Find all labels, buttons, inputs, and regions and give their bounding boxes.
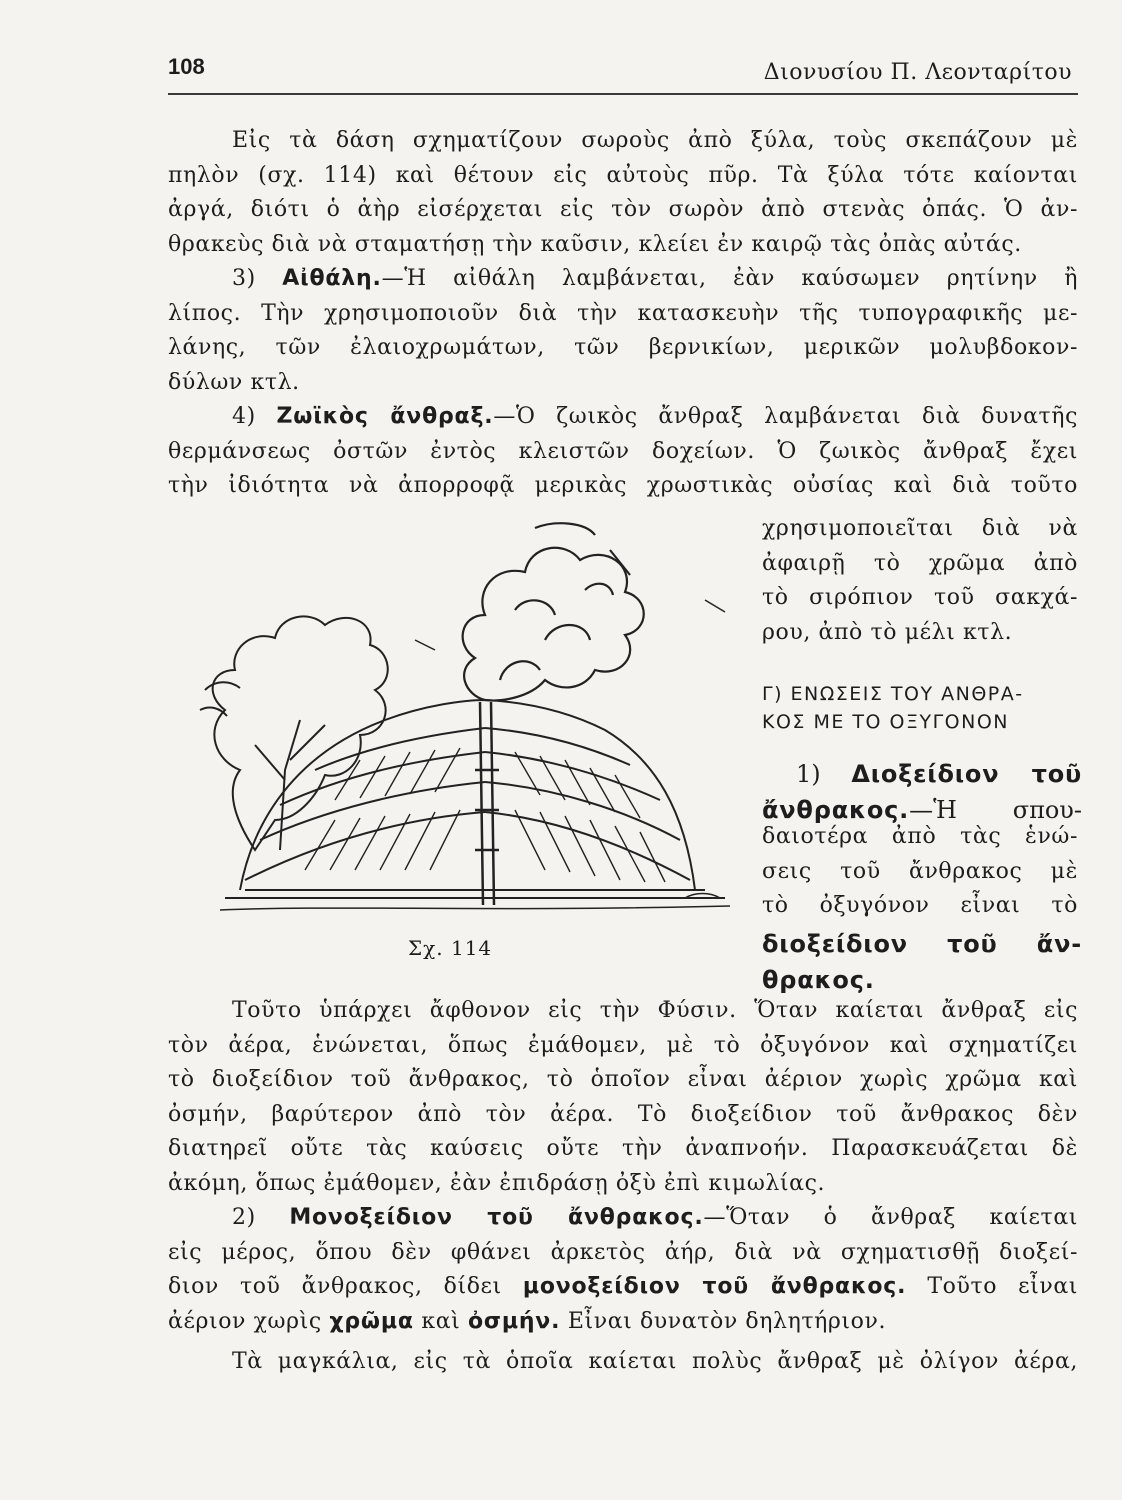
charcoal-kiln-figure	[185, 520, 745, 930]
figure-caption: Σχ. 114	[408, 936, 493, 960]
term-heading: Αἰθάλη.	[282, 266, 382, 291]
text-line: τὸ σιρόπιον τοῦ σακχά-	[762, 585, 1078, 610]
kiln-mound	[225, 700, 725, 898]
ground-lines	[220, 600, 730, 910]
paragraph-animal-charcoal	[168, 400, 1078, 504]
text-line: τὴν ἰδιότητα νὰ ἀπορροφᾷ μερικὰς χρωστικὰς οὐσίας καὶ διὰ τοῦτο	[168, 473, 1078, 498]
text-line	[168, 1270, 1078, 1305]
paragraph-carbon-monoxide	[168, 1201, 1078, 1339]
text-line: τὸν ἀέρα, ἑνώνεται, ὅπως ἐμάθομεν, μὲ τὸ ὀξυγόνον καὶ σχηματίζει	[168, 1032, 1078, 1058]
term-heading: Μονοξείδιον τοῦ ἄνθρακος.	[289, 1205, 704, 1230]
term-heading: ἄνθρακος.	[762, 796, 910, 824]
text-line: ἀκόμη, ὅπως ἐμάθομεν, ἐὰν ἐπιδράσῃ ὀξὺ ἐπὶ κιμωλίας.	[168, 1170, 826, 1196]
kiln-chimney	[475, 702, 499, 905]
paragraph-carbon-dioxide	[168, 994, 1078, 1201]
section-heading	[762, 680, 1082, 736]
text-line: διατηρεῖ οὔτε τὰς καύσεις οὔτε τὴν ἀναπνοήν. Παρασκευάζεται δὲ	[168, 1136, 1078, 1161]
text-line	[168, 262, 1078, 297]
text-line: τὸ ὀξυγόνον εἶναι τὸ	[762, 893, 1078, 918]
running-head: Διονυσίου Π. Λεονταρίτου	[763, 60, 1072, 85]
text-line: ἀφαιρῇ τὸ χρῶμα ἀπὸ	[762, 550, 1078, 576]
page-header	[168, 50, 1078, 94]
bold-term: μονοξείδιον τοῦ ἄνθρακος.	[522, 1274, 907, 1299]
bold-term: ὀσμήν.	[467, 1308, 561, 1334]
text-line: Τὰ μαγκάλια, εἰς τὰ ὁποῖα καίεται πολὺς ἄνθραξ μὲ ὀλίγον ἀέρα,	[232, 1349, 1078, 1374]
text-line	[168, 1305, 1078, 1340]
text-line	[762, 756, 1082, 792]
text-run: Τοῦτο εἶναι	[927, 1274, 1079, 1299]
text-line: πηλὸν (σχ. 114) καὶ θέτουν εἰς αὐτοὺς πῦρ. Τὰ ξύλα τότε καίονται	[168, 162, 1078, 188]
term-heading: Διοξείδιον τοῦ	[851, 760, 1082, 788]
text-line: ἀργά, διότι ὁ ἀὴρ εἰσέρχεται εἰς τὸν σωρὸν ἀπὸ στενὰς ὀπάς. Ὁ ἀν-	[168, 197, 1078, 222]
tree-drawing	[200, 616, 388, 850]
text-line: εἰς μέρος, ὅπου δὲν φθάνει ἀρκετὸς ἀήρ, διὰ νὰ σχηματισθῇ διοξεί-	[168, 1239, 1078, 1265]
term-heading: Ζωϊκὸς ἄνθραξ.	[276, 404, 494, 429]
text-line: χρησιμοποιεῖται διὰ νὰ	[762, 516, 1078, 541]
text-line: ὀσμήν, βαρύτερον ἀπὸ τὸν ἀέρα. Τὸ διοξείδιον τοῦ ἄνθρακος δὲν	[168, 1101, 1078, 1127]
text-line	[168, 400, 1078, 435]
heading-line: ΚΟΣ ΜΕ ΤΟ ΟΞΥΓΟΝΟΝ	[762, 711, 1009, 733]
text-run: Εἶναι δυνατὸν δηλητήριον.	[567, 1308, 887, 1334]
paragraph-braziers	[168, 1345, 1078, 1380]
paragraph-charcoal-making	[168, 124, 1078, 262]
item-number: 4)	[232, 404, 256, 429]
header-rule	[168, 93, 1078, 95]
text-line: ρου, ἀπὸ τὸ μέλι κτλ.	[762, 619, 1013, 645]
side-text	[762, 512, 1078, 650]
text-run: —Ὁ ζωικὸς ἄνθραξ λαμβάνεται διὰ δυνατῆς	[493, 404, 1078, 429]
text-line: διοξείδιον τοῦ ἄν-	[762, 930, 1082, 958]
item-number: 1)	[796, 760, 821, 788]
text-line	[168, 1201, 1078, 1236]
item-number: 2)	[232, 1205, 256, 1230]
text-run: —Ἡ αἰθάλη λαμβάνεται, ἐὰν καύσωμεν ρητίνην ἢ	[381, 266, 1078, 291]
item-number: 3)	[232, 266, 256, 291]
text-run: καὶ	[421, 1308, 461, 1334]
paragraph-soot	[168, 262, 1078, 400]
text-line: σεις τοῦ ἄνθρακος μὲ	[762, 858, 1078, 884]
smoke-cloud	[463, 523, 644, 700]
text-line: λίπος. Τὴν χρησιμοποιοῦν διὰ τὴν κατασκευὴν τῆς τυπογραφικῆς με-	[168, 300, 1078, 326]
side-text	[762, 820, 1078, 924]
heading-line: Γ) ΕΝΩΣΕΙΣ ΤΟΥ ΑΝΘΡΑ-	[762, 683, 1024, 705]
text-line: λάνης, τῶν ἐλαιοχρωμάτων, τῶν βερνικίων, μερικῶν μολυβδοκον-	[168, 335, 1078, 360]
text-line: τὸ διοξείδιον τοῦ ἄνθρακος, τὸ ὁποῖον εἶναι ἀέριον χωρὶς χρῶμα καὶ	[168, 1067, 1078, 1092]
bold-term	[762, 926, 1082, 998]
text-line: δύλων κτλ.	[168, 369, 300, 395]
text-line: θερμάνσεως ὀστῶν ἐντὸς κλειστῶν δοχείων. Ὁ ζωικὸς ἄνθραξ ἔχει	[168, 438, 1078, 464]
bold-term: χρῶμα	[329, 1308, 414, 1334]
text-line: δαιοτέρα ἀπὸ τὰς ἑνώ-	[762, 824, 1078, 849]
text-line: θρακος.	[762, 966, 875, 994]
text-run: διον τοῦ ἄνθρακος, δίδει	[168, 1274, 502, 1299]
text-line: Εἰς τὰ δάση σχηματίζουν σωροὺς ἀπὸ ξύλα, τοὺς σκεπάζουν μὲ	[232, 128, 1078, 153]
text-run: ἀέριον χωρὶς	[168, 1308, 322, 1334]
text-run: —Ἡ σπου-	[909, 796, 1082, 824]
text-line: θρακεὺς διὰ νὰ σταματήσῃ τὴν καῦσιν, κλείει ἐν καιρῷ τὰς ὀπὰς αὐτάς.	[168, 231, 1022, 257]
text-run: —Ὅταν ὁ ἄνθραξ καίεται	[703, 1205, 1079, 1230]
text-line: Τοῦτο ὑπάρχει ἄφθονον εἰς τὴν Φύσιν. Ὅταν καίεται ἄνθραξ εἰς	[232, 998, 1078, 1023]
page-number: 108	[168, 54, 205, 79]
kiln-logs-hatching	[305, 748, 665, 882]
paragraph-carbon-dioxide-side	[762, 756, 1082, 828]
